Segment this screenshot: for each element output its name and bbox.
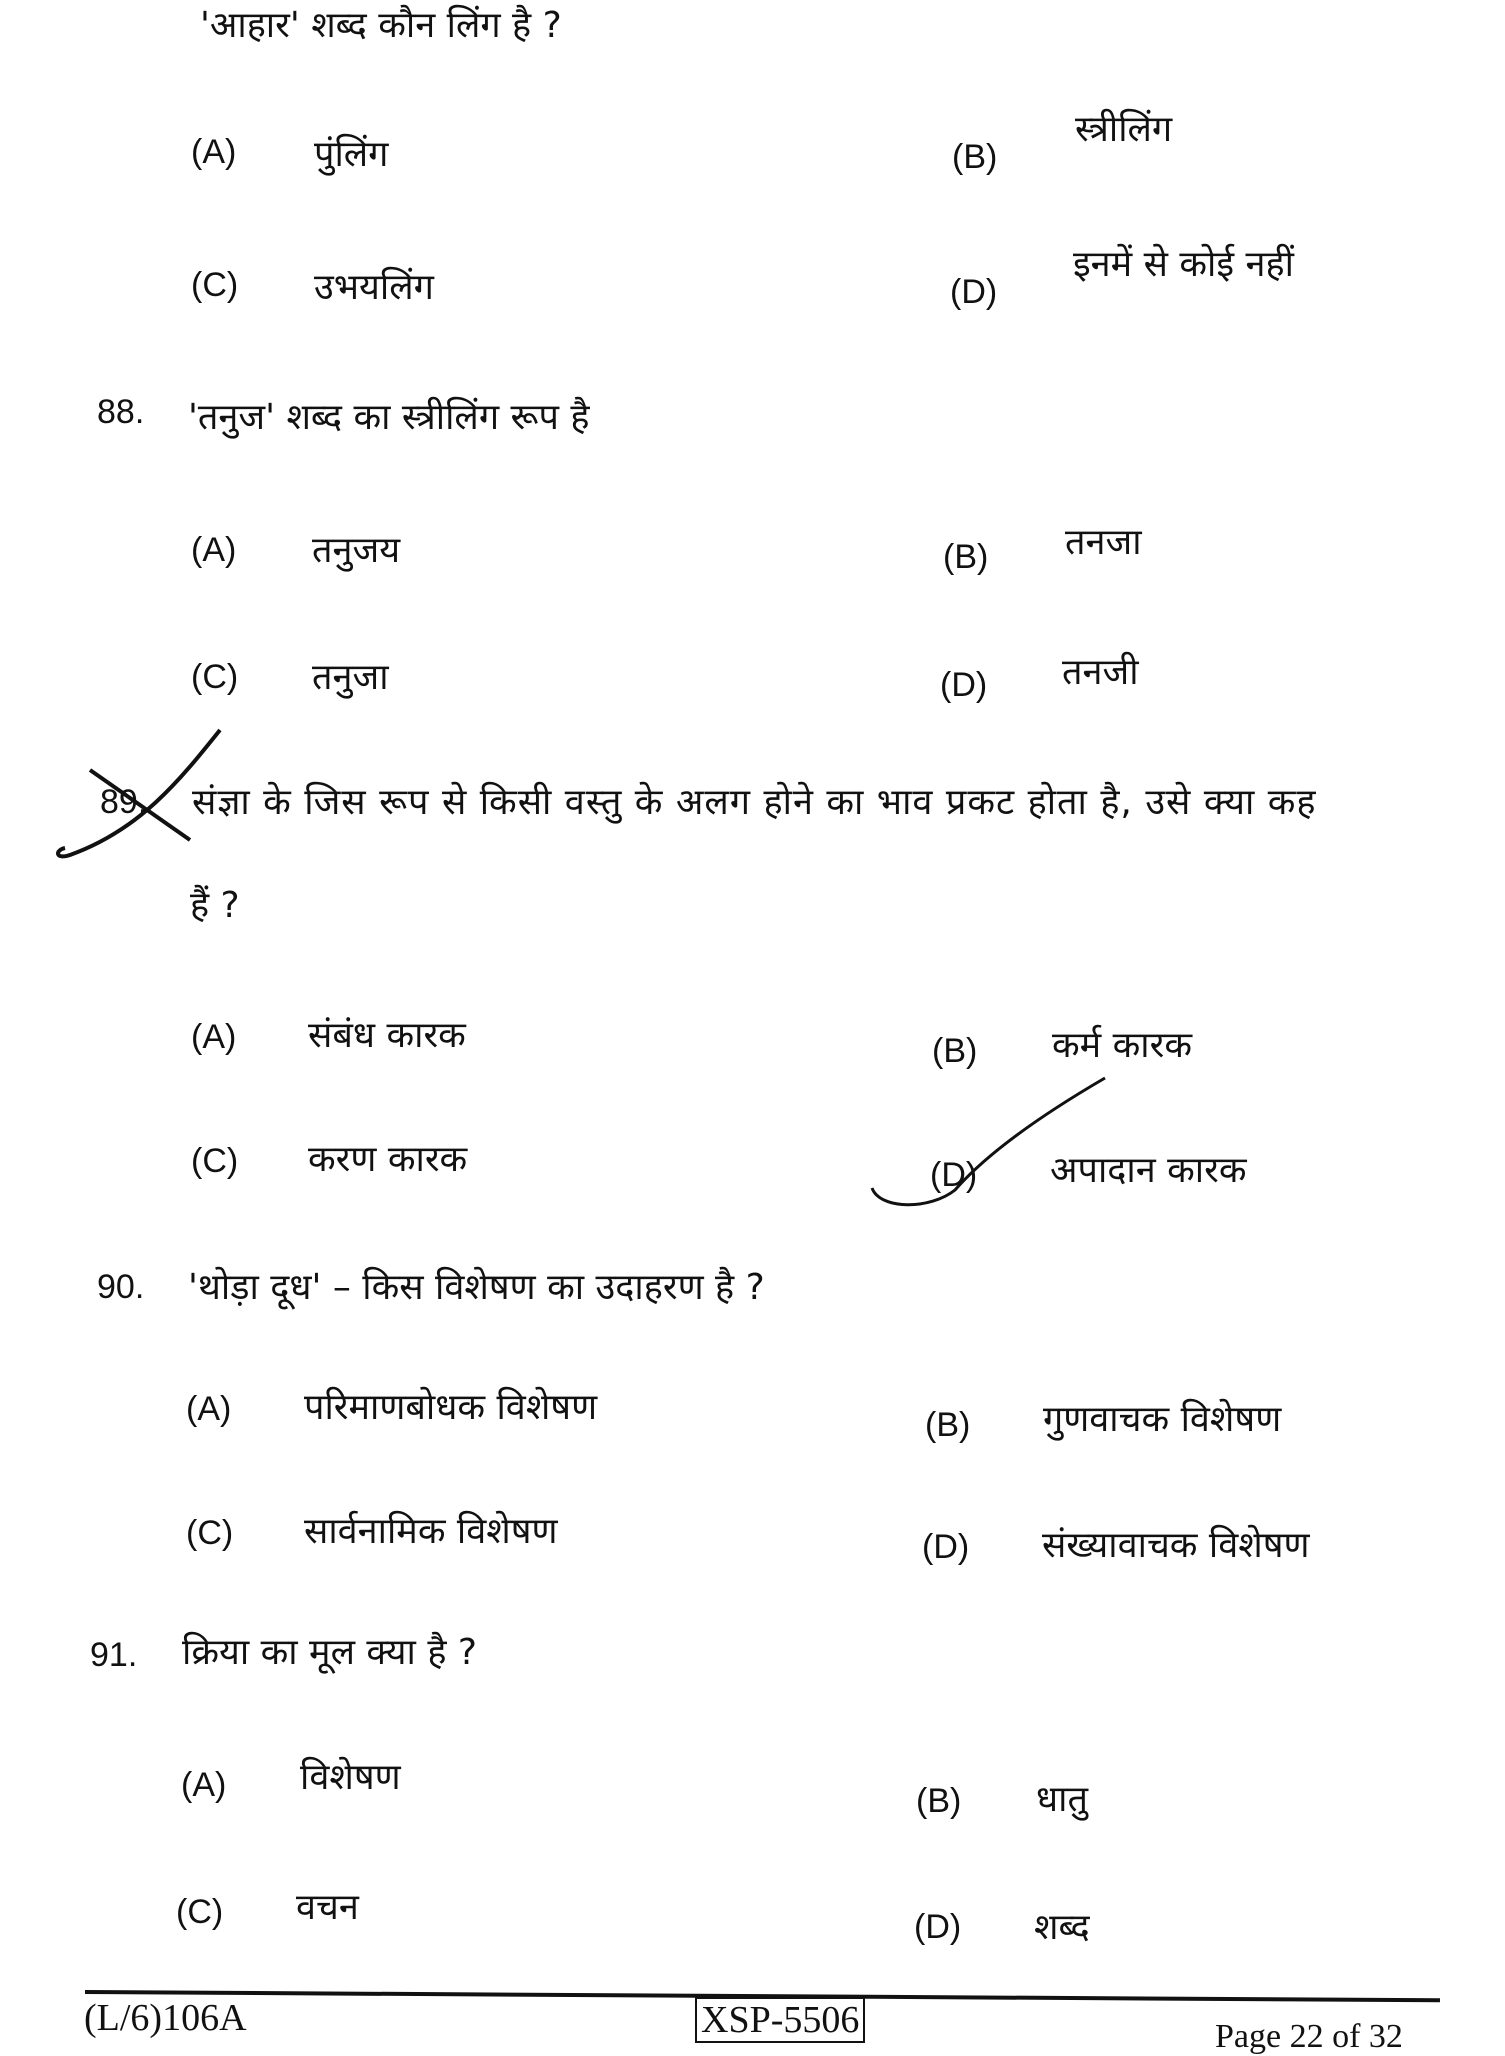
- option-text: सार्वनामिक विशेषण: [304, 1511, 558, 1552]
- option-text: अपादान कारक: [1050, 1150, 1247, 1191]
- option-label: (B): [952, 138, 998, 176]
- question-88-text: 'तनुज' शब्द का स्त्रीलिंग रूप है: [188, 397, 590, 438]
- question-number: 88.: [97, 393, 145, 431]
- question-number: 90.: [97, 1268, 145, 1306]
- series-code: XSP-5506: [695, 1997, 865, 2043]
- question-number: 89.: [100, 783, 148, 821]
- option-label: (A): [186, 1390, 232, 1428]
- option-text: करण कारक: [308, 1139, 468, 1180]
- option-label: (B): [932, 1032, 978, 1070]
- option-label: (C): [191, 658, 239, 696]
- handwritten-answer-tick: [860, 1070, 1120, 1220]
- option-label: (A): [191, 1018, 237, 1056]
- option-label: (D): [914, 1908, 962, 1946]
- paper-code: (L/6)106A: [84, 1997, 247, 2039]
- option-text: धातु: [1036, 1779, 1088, 1820]
- option-text: शब्द: [1034, 1907, 1090, 1948]
- option-text: इनमें से कोई नहीं: [1073, 244, 1294, 285]
- option-label: (D): [922, 1528, 970, 1566]
- option-label: (B): [916, 1782, 962, 1820]
- option-label: (B): [943, 538, 989, 576]
- question-91-text: क्रिया का मूल क्या है ?: [182, 1632, 477, 1673]
- page-number: Page 22 of 32: [1215, 2018, 1403, 2055]
- option-label: (B): [925, 1406, 971, 1444]
- option-label: (D): [940, 666, 988, 704]
- option-text: परिमाणबोधक विशेषण: [304, 1387, 598, 1428]
- option-label: (C): [191, 266, 239, 304]
- question-87-text: 'आहार' शब्द कौन लिंग है ?: [200, 5, 562, 46]
- option-label: (C): [186, 1514, 234, 1552]
- option-text: कर्म कारक: [1052, 1025, 1192, 1066]
- option-text: तनजा: [1065, 522, 1142, 563]
- option-label: (A): [191, 531, 237, 569]
- option-text: वचन: [296, 1887, 359, 1928]
- option-text: गुणवाचक विशेषण: [1043, 1399, 1282, 1440]
- option-label: (D): [930, 1156, 978, 1194]
- option-text: तनुजय: [312, 530, 401, 571]
- question-89-text: संज्ञा के जिस रूप से किसी वस्तु के अलग होने का भाव प्रकट होता है, उसे क्या कह: [192, 782, 1317, 823]
- question-89-text-continued: हैं ?: [190, 885, 240, 926]
- option-text: उभयलिंग: [314, 267, 434, 308]
- option-text: तनजी: [1062, 652, 1139, 693]
- option-label: (D): [950, 273, 998, 311]
- option-label: (A): [191, 133, 237, 171]
- option-text: विशेषण: [300, 1757, 401, 1798]
- question-90-text: 'थोड़ा दूध' – किस विशेषण का उदाहरण है ?: [188, 1267, 765, 1308]
- question-number: 91.: [90, 1636, 138, 1674]
- option-text: पुंलिंग: [314, 134, 389, 175]
- option-label: (A): [181, 1766, 227, 1804]
- option-text: स्त्रीलिंग: [1075, 109, 1173, 150]
- option-text: संख्यावाचक विशेषण: [1042, 1525, 1310, 1566]
- option-text: तनुजा: [312, 657, 389, 698]
- option-text: संबंध कारक: [308, 1015, 466, 1056]
- option-label: (C): [176, 1893, 224, 1931]
- option-label: (C): [191, 1142, 239, 1180]
